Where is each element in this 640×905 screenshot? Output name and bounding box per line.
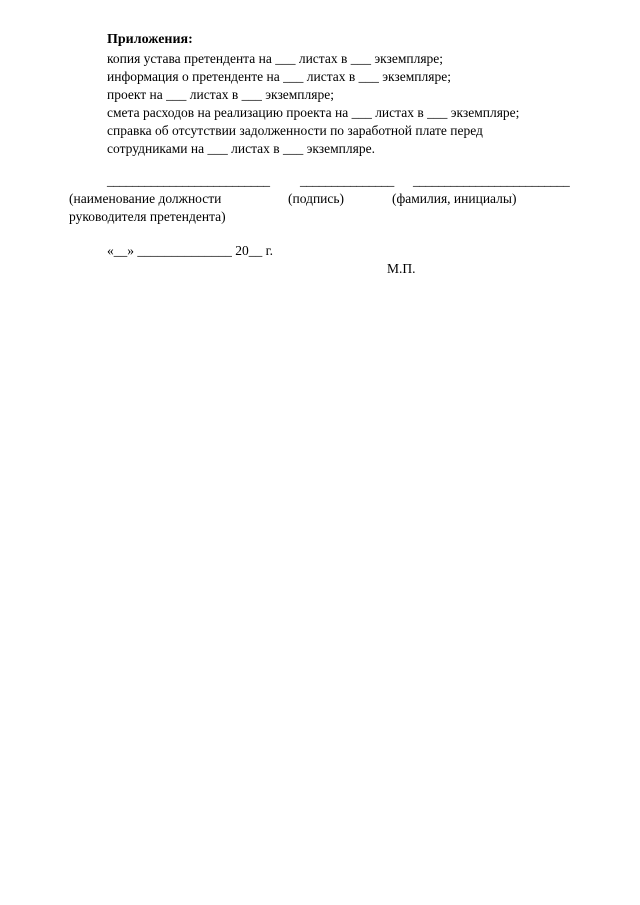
signature-label: (подпись) xyxy=(288,191,345,206)
attachment-item: проект на ___ листах в ___ экземпляре; xyxy=(107,87,334,102)
name-blank-line: _________________________ xyxy=(413,173,570,188)
attachment-item: копия устава претендента на ___ листах в ___ экземпляре; xyxy=(107,51,444,66)
position-label: (наименование должности xyxy=(69,191,222,206)
name-label: (фамилия, инициалы) xyxy=(392,191,517,206)
signature-blank-line: _______________ xyxy=(300,173,394,188)
attachments-heading: Приложения: xyxy=(107,32,193,47)
date-field: «__» ______________ 20__ г. xyxy=(107,243,274,258)
attachment-item: информация о претенденте на ___ листах в ___ экземпляре; xyxy=(107,69,451,84)
attachment-item: смета расходов на реализацию проекта на ___ листах в ___ экземпляре; xyxy=(107,105,520,120)
position-blank-line: __________________________ xyxy=(107,173,270,188)
attachment-item: сотрудниками на ___ листах в ___ экземпляре. xyxy=(107,141,375,156)
stamp-placeholder: М.П. xyxy=(387,261,416,276)
attachment-item: справка об отсутствии задолженности по заработной плате перед xyxy=(107,123,483,138)
position-label-continued: руководителя претендента) xyxy=(69,209,226,224)
